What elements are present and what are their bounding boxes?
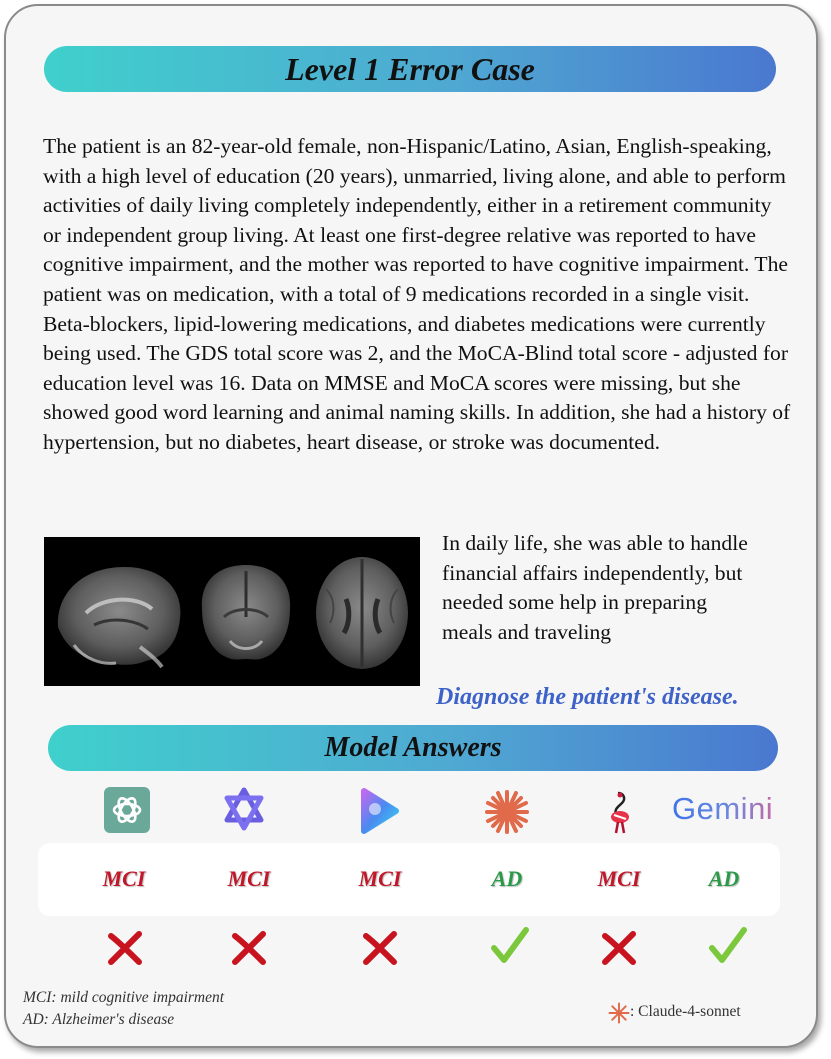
check-mark-icon — [708, 926, 748, 971]
check-mark-icon — [490, 926, 530, 971]
chatgpt-logo-icon — [104, 787, 150, 838]
model-answers-banner — [48, 725, 778, 771]
wrong-mark-icon — [229, 928, 269, 973]
mri-axial-slice — [316, 557, 408, 669]
answer-model-1: MCI — [102, 866, 146, 891]
claude-logo-icon — [484, 789, 530, 840]
mri-image-panel — [44, 537, 420, 686]
answer-model-5: MCI — [597, 866, 641, 891]
diagnosis-question: Diagnose the patient's disease. — [436, 684, 739, 710]
answer-model-3: MCI — [358, 866, 402, 891]
answer-model-6: AD — [708, 866, 740, 891]
page-title: Level 1 Error Case — [285, 51, 535, 87]
flamingo-logo-icon — [604, 791, 634, 840]
wrong-mark-icon — [105, 928, 145, 973]
wrong-mark-icon — [599, 928, 639, 973]
mri-sagittal-slice — [58, 567, 181, 667]
daily-life-description: In daily life, she was able to handle financial affairs independently, but needed some help in preparing meals and traveling — [442, 531, 748, 644]
footnote-ad: AD: Alzheimer's disease — [23, 1011, 175, 1028]
answer-model-2: MCI — [227, 866, 271, 891]
mri-coronal-slice — [202, 565, 290, 660]
claude-legend-label: : Claude-4-sonnet — [630, 1003, 741, 1020]
qwen-logo-icon — [222, 787, 266, 836]
claude-legend-icon — [608, 1002, 630, 1024]
wrong-mark-icon — [360, 928, 400, 973]
claude-legend — [608, 1002, 741, 1029]
gemini-logo: Gemini — [672, 791, 774, 826]
title-banner — [44, 46, 776, 92]
mri-scans-illustration — [44, 537, 420, 686]
answer-model-4: AD — [491, 866, 523, 891]
doubao-logo-icon — [358, 787, 400, 840]
case-description: The patient is an 82-year-old female, non-Hispanic/Latino, Asian, English-speaking, with a high level of education (20 years), unmarried, living alone, and able to perform activities of daily living completely independently, either in a retirement community or independent group living. At least one first-degree relative was reported to have cognitive impairment, and the mother was reported to have cognitive impairment. The patient was on medication, with a total of 9 medications recorded in a single visit. Beta-blockers, lipid-lowering medications, and diabetes medications were currently being used. The GDS total score was 2, and the MoCA-Blind total score - adjusted for education level was 16. Data on MMSE and MoCA scores were missing, but she showed good word learning and animal naming skills. In addition, she had a history of hypertension, but no diabetes, heart disease, or stroke was documented. — [43, 134, 791, 454]
model-answers-title: Model Answers — [324, 732, 502, 763]
footnote-mci: MCI: mild cognitive impairment — [23, 989, 225, 1006]
